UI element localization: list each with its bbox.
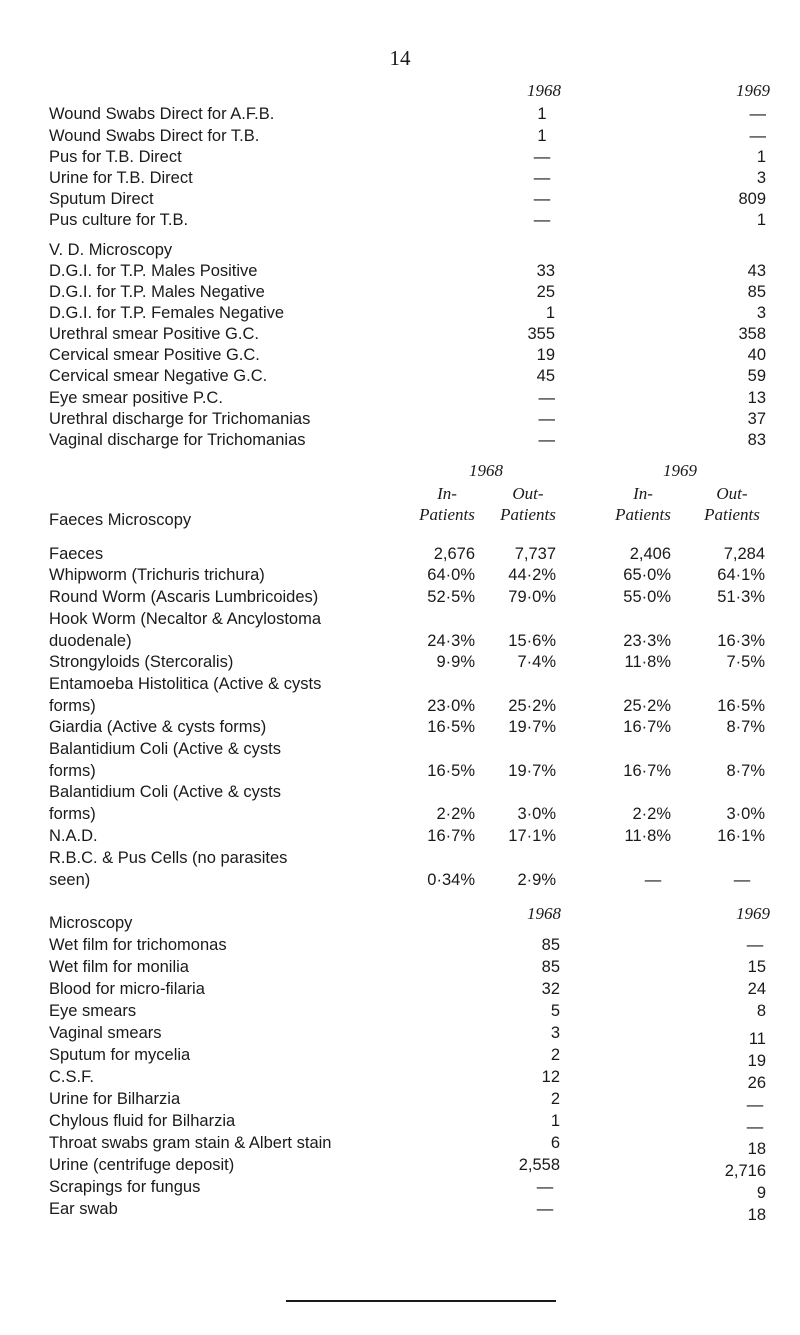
cell-value: 64·1% — [717, 566, 765, 584]
value-1969: 18 — [747, 1140, 766, 1158]
value-1969: 9 — [756, 1184, 766, 1202]
row-label: Giardia (Active & cysts forms) — [49, 718, 267, 736]
row-label: Wet film for trichomonas — [49, 936, 227, 954]
row-label: Urethral discharge for Trichomanias — [49, 410, 311, 428]
value-1969: 1 — [756, 148, 766, 166]
year-header-1968: 1968 — [527, 904, 561, 923]
row-label: Entamoeba Histolitica (Active & cysts — [49, 675, 322, 693]
value-1968: 355 — [527, 325, 555, 343]
row-label-continuation: seen) — [49, 871, 91, 889]
row-label: R.B.C. & Pus Cells (no parasites — [49, 849, 288, 867]
column-header-top: Out- — [512, 484, 544, 503]
cell-value: 23·3% — [623, 632, 671, 650]
cell-value: 44·2% — [508, 566, 556, 584]
row-label: N.A.D. — [49, 827, 98, 845]
row-label-continuation: forms) — [49, 762, 96, 780]
row-label: Scrapings for fungus — [49, 1178, 201, 1196]
cell-value: 2·2% — [632, 805, 671, 823]
row-label: Wet film for monilia — [49, 958, 189, 976]
row-label: Sputum Direct — [49, 190, 154, 208]
section-title-vd-microscopy: V. D. Microscopy — [49, 241, 173, 259]
value-1968: — — [533, 190, 551, 208]
value-1968: 5 — [550, 1002, 560, 1020]
value-1968: 32 — [541, 980, 560, 998]
value-1969: 15 — [747, 958, 766, 976]
value-1969: 8 — [756, 1002, 766, 1020]
column-header-top: Out- — [716, 484, 748, 503]
cell-value: 25·2% — [623, 697, 671, 715]
cell-value: 16·7% — [427, 827, 475, 845]
value-1969: 3 — [756, 304, 766, 322]
cell-value: 65·0% — [623, 566, 671, 584]
cell-value: 24·3% — [427, 632, 475, 650]
cell-value: 25·2% — [508, 697, 556, 715]
row-label: Balantidium Coli (Active & cysts — [49, 783, 281, 801]
cell-value: 2,406 — [629, 545, 671, 563]
value-1968: 6 — [550, 1134, 560, 1152]
cell-value: 16·5% — [717, 697, 765, 715]
value-1968: 2 — [550, 1090, 560, 1108]
value-1969: — — [746, 936, 764, 954]
row-label: Eye smear positive P.C. — [49, 389, 223, 407]
value-1968: — — [533, 148, 551, 166]
value-1968: 3 — [550, 1024, 560, 1042]
value-1968: 45 — [536, 367, 555, 385]
cell-value: 11·8% — [624, 653, 671, 671]
column-header-bottom: Patients — [615, 505, 671, 524]
cell-value: 8·7% — [726, 718, 765, 736]
value-1969: 3 — [756, 169, 766, 187]
year-header-1968: 1968 — [527, 81, 561, 100]
cell-value: 3·0% — [517, 805, 556, 823]
row-label: Urethral smear Positive G.C. — [49, 325, 259, 343]
cell-value: 8·7% — [726, 762, 765, 780]
value-1969: 2,716 — [724, 1162, 766, 1180]
value-1969: 358 — [738, 325, 766, 343]
row-label: Eye smears — [49, 1002, 137, 1020]
cell-value: 9·9% — [436, 653, 475, 671]
value-1969: 83 — [747, 431, 766, 449]
cell-value: 16·7% — [623, 762, 671, 780]
row-label: Urine for T.B. Direct — [49, 169, 193, 187]
value-1968: 1 — [537, 127, 547, 145]
value-1969: 18 — [747, 1206, 766, 1224]
value-1969: — — [746, 1118, 764, 1136]
value-1969: 809 — [738, 190, 766, 208]
cell-value: 7,284 — [723, 545, 765, 563]
value-1969: 43 — [747, 262, 766, 280]
value-1969: 40 — [747, 346, 766, 364]
value-1969: 26 — [747, 1074, 766, 1092]
value-1968: 1 — [550, 1112, 560, 1130]
cell-value: 51·3% — [717, 588, 765, 606]
row-label: Balantidium Coli (Active & cysts — [49, 740, 281, 758]
cell-value: 19·7% — [508, 762, 556, 780]
cell-value: 55·0% — [623, 588, 671, 606]
cell-value: 79·0% — [508, 588, 556, 606]
column-header-top: In- — [437, 484, 457, 503]
row-label: Throat swabs gram stain & Albert stain — [49, 1134, 332, 1152]
value-1968: — — [538, 389, 555, 407]
cell-value: 19·7% — [508, 718, 556, 736]
row-label: Round Worm (Ascaris Lumbricoides) — [49, 588, 319, 606]
row-label: Hook Worm (Necaltor & Ancylostoma — [49, 610, 322, 628]
cell-value: 7·4% — [517, 653, 556, 671]
row-label: Pus for T.B. Direct — [49, 148, 182, 166]
row-label-continuation: forms) — [49, 805, 96, 823]
row-label: Blood for micro-filaria — [49, 980, 205, 998]
value-1968: — — [533, 211, 551, 229]
value-1969: 37 — [747, 410, 766, 428]
value-1968: 85 — [541, 958, 560, 976]
cell-value: 7,737 — [514, 545, 556, 563]
row-label: Wound Swabs Direct for T.B. — [49, 127, 260, 145]
value-1969: — — [749, 127, 766, 145]
row-label: Urine for Bilharzia — [49, 1090, 181, 1108]
value-1968: 25 — [536, 283, 555, 301]
cell-value: 17·1% — [508, 827, 556, 845]
section-title-faeces-microscopy: Faeces Microscopy — [49, 511, 192, 529]
row-label: D.G.I. for T.P. Males Negative — [49, 283, 265, 301]
cell-value: 16·5% — [427, 718, 475, 736]
value-1969: — — [746, 1096, 764, 1114]
column-header-bottom: Patients — [704, 505, 760, 524]
row-label: D.G.I. for T.P. Males Positive — [49, 262, 258, 280]
value-1968: — — [536, 1200, 554, 1218]
cell-value: 23·0% — [427, 697, 475, 715]
row-label-continuation: forms) — [49, 697, 96, 715]
cell-value: 11·8% — [624, 827, 671, 845]
cell-value: — — [733, 871, 751, 889]
row-label: Vaginal smears — [49, 1024, 162, 1042]
value-1969: 59 — [747, 367, 766, 385]
value-1969: — — [749, 105, 766, 123]
year-header-1969: 1969 — [663, 461, 697, 480]
value-1968: 1 — [545, 304, 555, 322]
row-label: Cervical smear Positive G.C. — [49, 346, 260, 364]
cell-value: 2·2% — [436, 805, 475, 823]
row-label: Wound Swabs Direct for A.F.B. — [49, 105, 275, 123]
column-header-bottom: Patients — [419, 505, 475, 524]
value-1969: 24 — [747, 980, 766, 998]
section-title-microscopy: Microscopy — [49, 914, 133, 932]
row-label: Cervical smear Negative G.C. — [49, 367, 268, 385]
cell-value: 2,676 — [433, 545, 475, 563]
value-1969: 19 — [747, 1052, 766, 1070]
year-header-1968: 1968 — [469, 461, 503, 480]
row-label: Ear swab — [49, 1200, 118, 1218]
value-1969: 1 — [756, 211, 766, 229]
cell-value: 16·7% — [623, 718, 671, 736]
cell-value: — — [644, 871, 662, 889]
row-label: Urine (centrifuge deposit) — [49, 1156, 235, 1174]
row-label: Whipworm (Trichuris trichura) — [49, 566, 265, 584]
value-1969: 11 — [748, 1030, 766, 1048]
value-1968: 2,558 — [518, 1156, 560, 1174]
year-header-1969: 1969 — [736, 904, 770, 923]
value-1968: 2 — [550, 1046, 560, 1064]
cell-value: 64·0% — [427, 566, 475, 584]
value-1968: 1 — [537, 105, 547, 123]
year-header-1969: 1969 — [736, 81, 770, 100]
column-header-bottom: Patients — [500, 505, 556, 524]
row-label: Faeces — [49, 545, 104, 563]
row-label-continuation: duodenale) — [49, 632, 132, 650]
row-label: C.S.F. — [49, 1068, 94, 1086]
value-1968: — — [538, 431, 555, 449]
value-1968: 85 — [541, 936, 560, 954]
cell-value: 15·6% — [508, 632, 556, 650]
value-1968: — — [538, 410, 555, 428]
value-1968: 33 — [536, 262, 555, 280]
value-1969: 85 — [747, 283, 766, 301]
cell-value: 0·34% — [427, 871, 475, 889]
cell-value: 16·1% — [717, 827, 765, 845]
value-1968: — — [536, 1178, 554, 1196]
value-1968: — — [533, 169, 551, 187]
row-label: Vaginal discharge for Trichomanias — [49, 431, 306, 449]
cell-value: 16·3% — [717, 632, 765, 650]
cell-value: 2·9% — [517, 871, 556, 889]
column-header-top: In- — [633, 484, 653, 503]
value-1968: 19 — [536, 346, 555, 364]
cell-value: 3·0% — [726, 805, 765, 823]
cell-value: 7·5% — [726, 653, 765, 671]
bottom-rule — [286, 1300, 556, 1302]
row-label: Chylous fluid for Bilharzia — [49, 1112, 236, 1130]
row-label: Sputum for mycelia — [49, 1046, 191, 1064]
cell-value: 52·5% — [427, 588, 475, 606]
row-label: Strongyloids (Stercoralis) — [49, 653, 234, 671]
row-label: D.G.I. for T.P. Females Negative — [49, 304, 285, 322]
value-1968: 12 — [541, 1068, 560, 1086]
value-1969: 13 — [747, 389, 766, 407]
row-label: Pus culture for T.B. — [49, 211, 189, 229]
cell-value: 16·5% — [427, 762, 475, 780]
page-number: 14 — [389, 46, 411, 70]
